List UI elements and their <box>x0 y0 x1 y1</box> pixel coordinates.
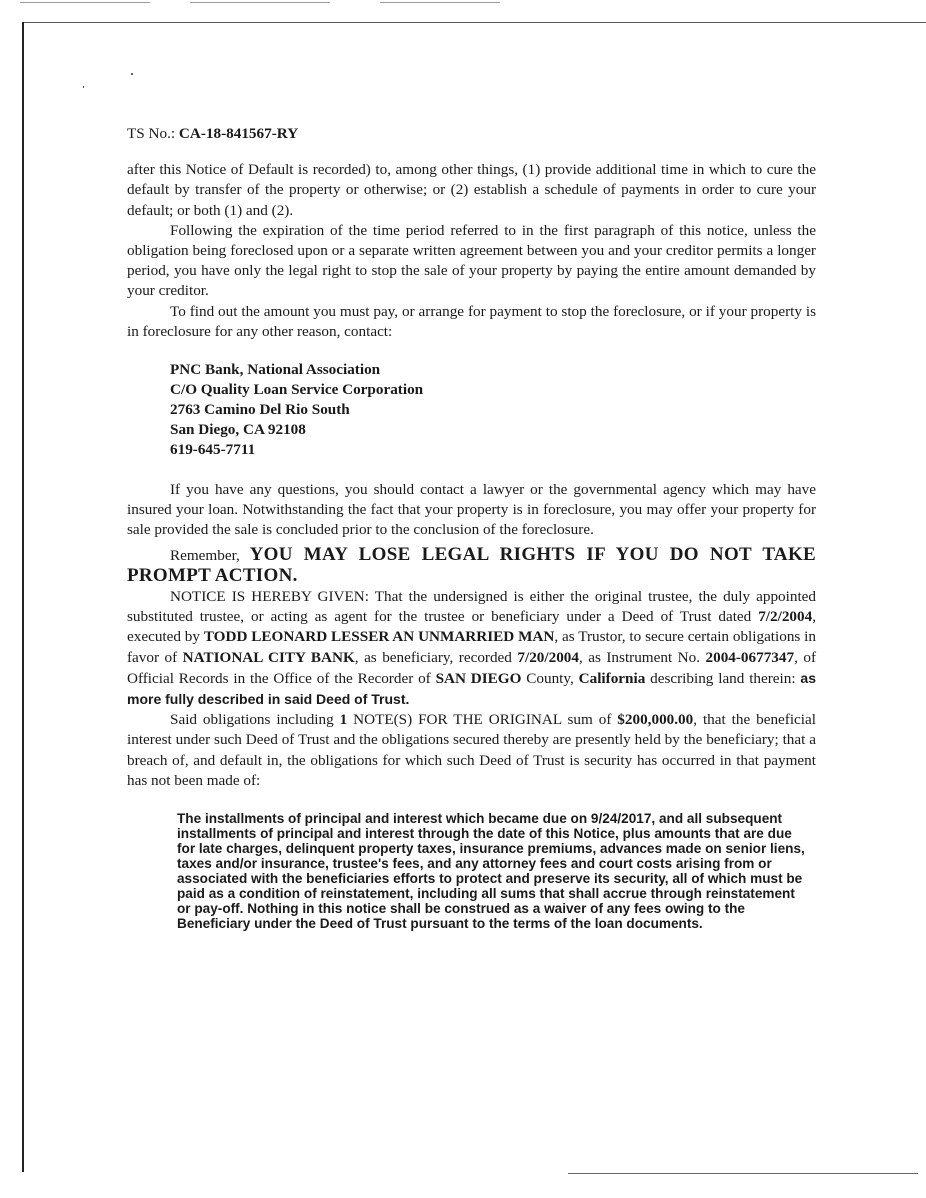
notice-text: , as beneficiary, recorded <box>354 648 518 666</box>
page-border-top <box>22 22 926 23</box>
paragraph-notice-given <box>127 587 816 710</box>
contact-address-block <box>170 360 816 460</box>
original-sum: $200,000.00 <box>617 711 694 729</box>
document-body <box>127 124 816 931</box>
beneficiary-name: NATIONAL CITY BANK <box>182 648 355 666</box>
ts-number-line <box>127 124 816 144</box>
notice-text: County, <box>521 669 579 687</box>
paragraph-cure-options: after this Notice of Default is recorded) to, among other things, (1) provide additional time in which to cure the default by transfer of the property or otherwise; or (2) establish a schedule of payments in order to cure your default; or both (1) and (2). <box>127 161 816 219</box>
contact-care-of: C/O Quality Loan Service Corporation <box>170 381 424 399</box>
recorded-date: 7/20/2004 <box>517 648 579 666</box>
obligations-text: , that the beneficial interest under such Deed of Trust and the obligations secured thereby are presently held by the beneficiary; that a breach of, and default in, the obligations for which such Deed of Trust is security has occurred in that payment has not been made of: <box>127 711 816 789</box>
ts-label: TS No.: <box>127 125 176 142</box>
contact-street: 2763 Camino Del Rio South <box>170 401 350 419</box>
ts-number: CA-18-841567-RY <box>178 125 299 142</box>
scan-speck <box>83 86 84 88</box>
paragraph-questions: If you have any questions, you should contact a lawyer or the governmental agency which may have insured your loan. Notwithstanding the fact that your property is in foreclosure, you may offer your property for sale provided the sale is concluded prior to the conclusion of the foreclosure. <box>127 481 816 539</box>
deed-date: 7/2/2004 <box>758 608 813 626</box>
contact-name: PNC Bank, National Association <box>170 361 381 379</box>
default-statement-block: The installments of principal and interest which became due on 9/24/2017, and all subsequent installments of principal and interest through the date of this Notice, plus amounts that are due for late charges, delinquent property taxes, insurance premiums, advances made on senior liens, taxes and/or insurance, trustee's fees, and any attorney fees and court costs arising from or associated with the beneficiaries efforts to protect and preserve its security, all of which must be paid as a condition of reinstatement, including all sums that shall accrue through reinstatement or pay-off. Nothing in this notice shall be construed as a waiver of any fees owing to the Beneficiary under the Deed of Trust pursuant to the terms of the loan documents. <box>177 811 805 932</box>
note-count: 1 <box>339 711 348 729</box>
page-border-left <box>22 22 24 1172</box>
county-name: SAN DIEGO <box>435 669 522 687</box>
paragraph-contact-intro: To find out the amount you must pay, or arrange for payment to stop the foreclosure, or if your property is in foreclosure for any other reason, contact: <box>127 302 816 340</box>
contact-phone: 619-645-7711 <box>170 441 256 459</box>
notice-text: , as Trustor, to secure certain obligations in favor of <box>127 628 816 666</box>
legal-rights-warning: YOU MAY LOSE LEGAL RIGHTS IF YOU DO NOT TAKE PROMPT ACTION. <box>127 543 817 586</box>
obligations-text: Said obligations including <box>170 711 340 729</box>
trustor-name: TODD LEONARD LESSER AN UNMARRIED MAN <box>203 628 555 646</box>
scan-edge-top <box>0 0 926 5</box>
notice-text: describing land therein: <box>645 669 801 687</box>
remember-lead: Remember, <box>170 546 250 564</box>
notice-text: , executed by <box>127 608 816 646</box>
scan-speck <box>131 73 133 75</box>
notice-text: NOTICE IS HEREBY GIVEN: That the undersigned is either the original trustee, the duly appointed substituted trustee, or acting as agent for the trustee or beneficiary under a Deed of Trust dated <box>127 588 816 626</box>
contact-city: San Diego, CA 92108 <box>170 421 306 439</box>
notice-text: , as Instrument No. <box>578 648 706 666</box>
page-border-bottom <box>568 1173 918 1174</box>
state-name: California <box>578 669 646 687</box>
instrument-number: 2004-0677347 <box>705 648 795 666</box>
obligations-text: NOTE(S) FOR THE ORIGINAL sum of <box>347 711 618 729</box>
notice-text: , of Official Records in the Office of the Recorder of <box>127 648 817 687</box>
description-reference: as more fully described in said Deed of Trust. <box>127 669 816 708</box>
paragraph-legal-right: Following the expiration of the time period referred to in the first paragraph of this notice, unless the obligation being foreclosed upon or a separate written agreement between you and your creditor permits a longer period, you have only the legal right to stop the sale of your property by paying the entire amount demanded by your creditor. <box>127 221 816 300</box>
paragraph-obligations <box>127 710 816 791</box>
paragraph-remember <box>127 545 816 587</box>
